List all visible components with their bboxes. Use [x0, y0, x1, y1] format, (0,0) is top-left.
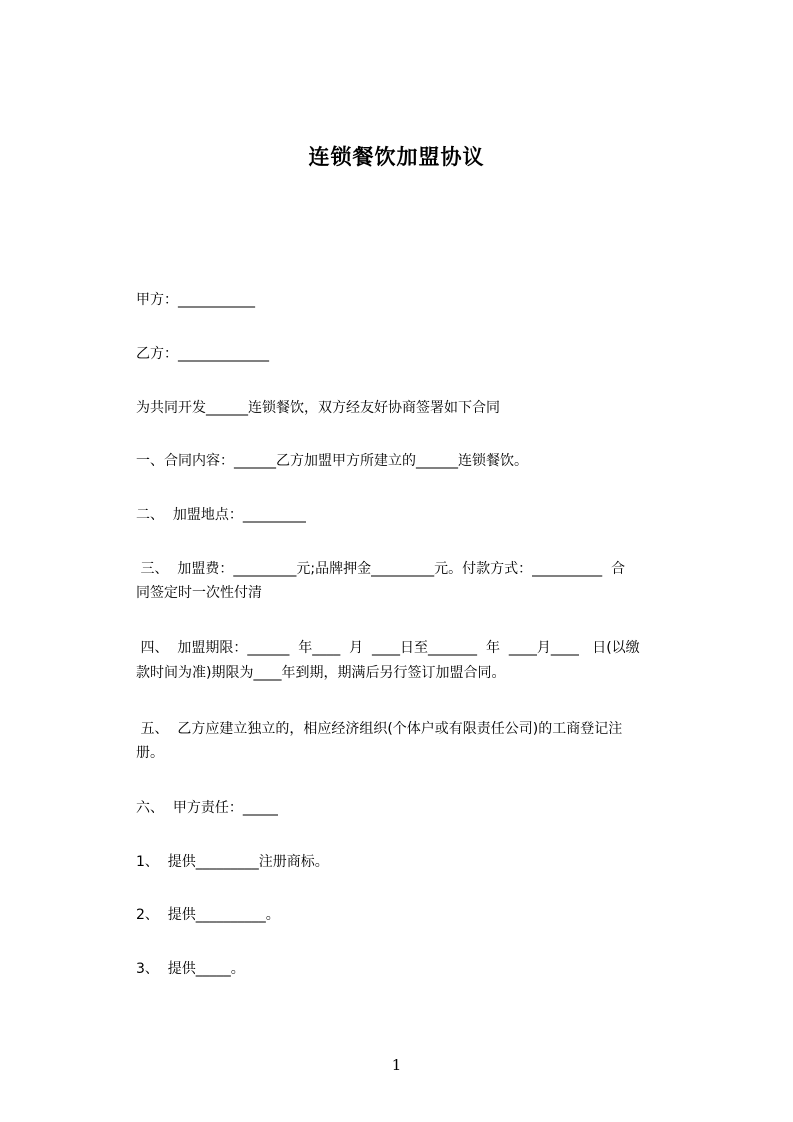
clause-3-fee-line-1: 三、 加盟费：_________元;品牌押金_________元。付款方式：__________ 合 — [136, 561, 625, 577]
clause-5-registration-line-2: 册。 — [136, 745, 164, 761]
clause-5-registration-line-1: 五、 乙方应建立独立的，相应经济组织(个体户或有限责任公司)的工商登记注 — [136, 721, 623, 737]
duty-item-2: 2、 提供__________。 — [136, 907, 280, 923]
duty-item-1: 1、 提供_________注册商标。 — [136, 854, 329, 870]
clause-2-location: 二、 加盟地点：_________ — [136, 507, 306, 523]
document-title: 连锁餐饮加盟协议 — [308, 145, 485, 169]
clause-4-term-line-1: 四、 加盟期限：______ 年____ 月 ____日至_______ 年 ____月____ 日(以缴 — [136, 640, 640, 656]
intro-paragraph: 为共同开发______连锁餐饮，双方经友好协商签署如下合同 — [136, 400, 500, 416]
clause-6-party-a-duties: 六、 甲方责任：_____ — [136, 800, 278, 816]
clause-1-contract-content: 一、合同内容：______乙方加盟甲方所建立的______连锁餐饮。 — [136, 453, 528, 469]
clause-3-fee-line-2: 同签定时一次性付清 — [136, 585, 262, 601]
clause-4-term-line-2: 款时间为准)期限为____年到期，期满后另行签订加盟合同。 — [136, 665, 506, 681]
party-a-line: 甲方：___________ — [136, 292, 255, 308]
duty-item-3: 3、 提供_____。 — [136, 961, 245, 977]
page-number: 1 — [391, 1056, 402, 1074]
party-b-line: 乙方：_____________ — [136, 346, 269, 362]
